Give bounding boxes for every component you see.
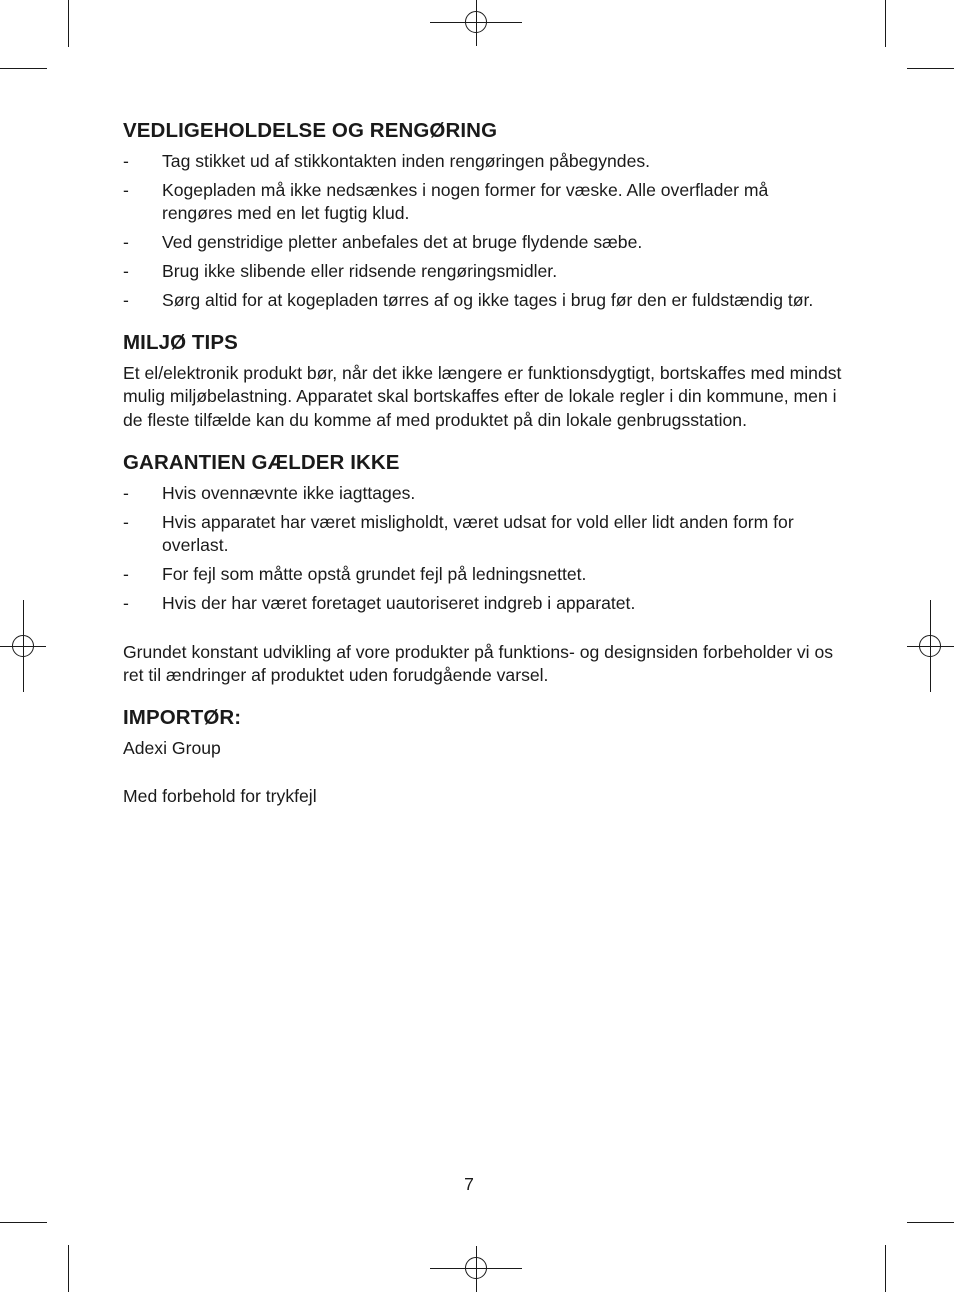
list-item: - Hvis apparatet har været misligholdt, været udsat for vold eller lidt anden form for overlast.	[123, 511, 794, 555]
warranty-section	[123, 450, 843, 688]
crop-mark	[907, 68, 954, 69]
page-number: 7	[464, 1174, 474, 1194]
crop-mark	[68, 1245, 69, 1292]
list-item: - Kogepladen må ikke nedsænkes i nogen former for væske. Alle overflader må rengøres med en let fugtig klud.	[123, 180, 769, 223]
crop-mark	[0, 1222, 47, 1223]
crop-mark	[0, 68, 47, 69]
manual-page-content	[123, 118, 843, 808]
importer-company: Adexi Group	[123, 738, 221, 759]
warranty-heading: GARANTIEN GÆLDER IKKE	[123, 450, 400, 474]
environment-section	[123, 330, 843, 432]
maintenance-list	[123, 150, 843, 312]
list-item: - Brug ikke slibende eller ridsende rengøringsmidler.	[123, 261, 558, 281]
print-disclaimer: Med forbehold for trykfejl	[123, 785, 317, 806]
importer-section	[123, 705, 843, 808]
crop-mark	[885, 0, 886, 47]
list-item: - Hvis der har været foretaget uautoriseret indgreb i apparatet.	[123, 592, 636, 613]
product-development-note: Grundet konstant udvikling af vore produkter på funktions- og designsiden forbeholder vi os ret til ændringer af produktet uden forudgående varsel.	[123, 641, 834, 686]
maintenance-heading: VEDLIGEHOLDELSE OG RENGØRING	[123, 119, 498, 142]
list-item: - Ved genstridige pletter anbefales det at bruge flydende sæbe.	[123, 232, 643, 252]
maintenance-section	[123, 118, 843, 312]
environment-heading: MILJØ TIPS	[123, 331, 238, 354]
importer-heading: IMPORTØR:	[123, 706, 242, 730]
environment-paragraph: Et el/elektronik produkt bør, når det ikke længere er funktionsdygtigt, bortskaffes med mindst mulig miljøbelastning. Apparatet skal bortskaffes efter de lokale regler i din kommune, men i de fleste tilfælde kan du komme af med produktet på din lokale genbrugsstation.	[123, 363, 842, 430]
crop-mark	[885, 1245, 886, 1292]
list-item: - For fejl som måtte opstå grundet fejl på ledningsnettet.	[123, 563, 587, 584]
list-item: - Sørg altid for at kogepladen tørres af og ikke tages i brug før den er fuldstændig tør.	[123, 290, 814, 310]
crop-mark	[907, 1222, 954, 1223]
warranty-list	[123, 482, 843, 615]
crop-mark	[68, 0, 69, 47]
list-item: - Hvis ovennævnte ikke iagttages.	[123, 482, 416, 503]
list-item: - Tag stikket ud af stikkontakten inden rengøringen påbegyndes.	[123, 151, 651, 171]
